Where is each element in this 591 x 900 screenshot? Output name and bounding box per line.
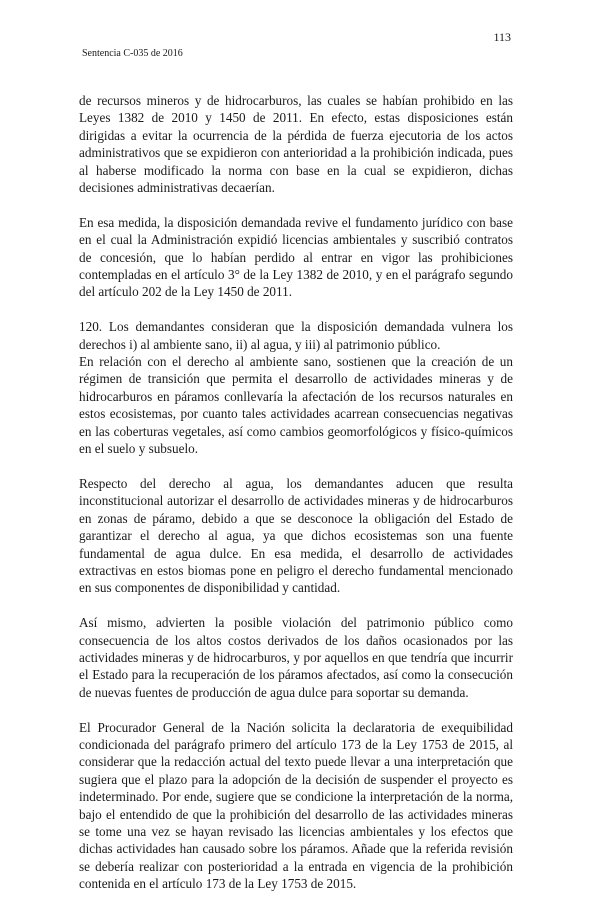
paragraph-3-item-120: 120. Los demandantes consideran que la disposición demandada vulnera los derechos i) al ambiente sano, ii) al agua, y iii) al patrimonio público.: [79, 319, 513, 352]
paragraph-4: En relación con el derecho al ambiente sano, sostienen que la creación de un régimen de transición que permita el desarrollo de actividades mineras y de hidrocarburos en páramos conllevaría la afectación de los recursos naturales en estos ecosistemas, por cuanto tales actividades acarrean consecuencias negativas en las coberturas vegetales, así como cambios geomorfológicos y físico-químicos en el suelo y subsuelo.: [79, 354, 513, 457]
paragraph-7: El Procurador General de la Nación solicita la declaratoria de exequibilidad condicionada del parágrafo primero del artículo 173 de la Ley 1753 de 2015, al considerar que la redacción actual del texto puede llevar a una interpretación que sugiera que el plazo para la adopción de la decisión de suspender el proyecto es indeterminado. Por ende, sugiere que se condicione la interpretación de la norma, bajo el entendido de que la prohibición del desarrollo de las actividades mineras se tome una vez se hayan revisado las licencias ambientales y los efectos que dichas actividades han causado sobre los páramos. Añade que la referida revisión se debería realizar con posterioridad a la entrada en vigencia de la prohibición contenida en el artículo 173 de la Ley 1753 de 2015.: [79, 719, 513, 892]
paragraph-5: Respecto del derecho al agua, los demandantes aducen que resulta inconstitucional autorizar el desarrollo de actividades mineras y de hidrocarburos en zonas de páramo, debido a que se desconoce la obligación del Estado de garantizar el derecho al agua, ya que dichos ecosistemas son una fuente fundamental de agua dulce. En esa medida, el desarrollo de actividades extractivas en estos biomas pone en peligro el derecho fundamental mencionado en sus componentes de disponibilidad y cantidad.: [79, 475, 513, 596]
page-number: 113: [493, 30, 511, 44]
paragraph-2: En esa medida, la disposición demandada revive el fundamento jurídico con base en el cual la Administración expidió licencias ambientales y suscribió contratos de concesión, que lo habían perdido al entrar en vigor las prohibiciones contempladas en el artículo 3° de la Ley 1382 de 2010, y en el parágrafo segundo del artículo 202 de la Ley 1450 de 2011.: [79, 214, 513, 300]
document-body: [79, 92, 513, 893]
running-header: Sentencia C-035 de 2016: [82, 48, 183, 59]
paragraph-1: de recursos mineros y de hidrocarburos, las cuales se habían prohibido en las Leyes 1382 de 2010 y 1450 de 2011. En efecto, estas disposiciones están dirigidas a evitar la ocurrencia de la pérdida de fuerza ejecutoria de los actos administrativos que se expidieron con anterioridad a la prohibición indicada, pues al haberse modificado la norma con base en la cual se expidieron, dichas decisiones administrativas decaerían.: [79, 93, 513, 196]
paragraph-6: Así mismo, advierten la posible violación del patrimonio público como consecuencia de los altos costos derivados de los daños ocasionados por las actividades mineras y de hidrocarburos, y por aquellos en que tendría que incurrir el Estado para la recuperación de los páramos afectados, así como la consecución de nuevas fuentes de producción de agua dulce para soportar su demanda.: [79, 615, 513, 700]
